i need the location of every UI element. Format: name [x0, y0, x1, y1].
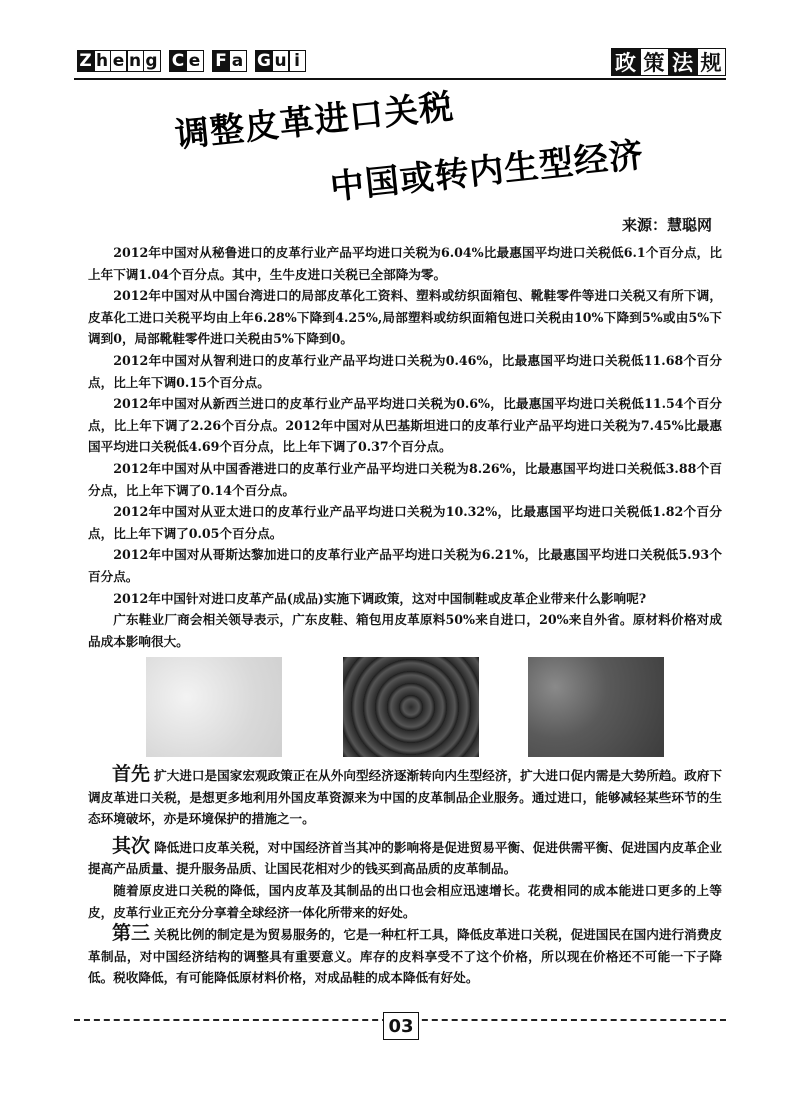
header-letter: Z: [77, 50, 95, 72]
header-word: [214, 50, 247, 72]
article-sections: [88, 764, 722, 989]
article-title-line1: 调整皮革进口关税: [173, 86, 456, 156]
section-lead: 其次: [112, 834, 151, 857]
page-number: 03: [383, 1012, 419, 1040]
header-rule: [74, 78, 726, 80]
header-letter: n: [126, 50, 144, 72]
section-second: [88, 836, 722, 880]
header-letter: i: [288, 50, 306, 72]
article-body: [88, 242, 722, 652]
header-char: 政: [611, 48, 641, 76]
paragraph: 2012年中国对从秘鲁进口的皮革行业产品平均进口关税为6.04%比最惠国平均进口关税低6.1个百分点，比上年下调1.04个百分点。其中，生牛皮进口关税已全部降为零。: [88, 245, 722, 282]
section-text: 随着原皮进口关税的降低，国内皮革及其制品的出口也会相应迅速增长。花费相同的成本能进口更多的上等皮，皮革行业正充分分享着全球经济一体化所带来的好处。: [88, 882, 722, 920]
header-letter: C: [169, 50, 187, 72]
article-source: 来源：慧聪网: [621, 216, 712, 234]
header-letter: e: [186, 50, 204, 72]
section-continued: [88, 880, 722, 923]
paragraph: 2012年中国对从新西兰进口的皮革行业产品平均进口关税为0.6%，比最惠国平均进口关税低11.54个百分点，比上年下调了2.26个百分点。2012年中国对从巴基斯坦进口的皮革行业产品平均进口关税为7.45%比最惠国平均进口关税低4.69个百分点，比上年下调了0.37个百分点。: [88, 396, 722, 455]
header-word: [78, 50, 161, 72]
header-letter: F: [212, 50, 230, 72]
column-label-latin: [78, 50, 316, 72]
header-word: [257, 50, 307, 72]
section-text: 扩大进口是国家宏观政策正在从外向型经济逐渐转向内生型经济，扩大进口促内需是大势所趋。政府下调皮革进口关税，是想更多地利用外国皮革资源来为中国的皮革制品企业服务。通过进口，能够减轻某些环节的生态环境破坏，亦是环境保护的措施之一。: [88, 768, 722, 827]
header-char: 规: [696, 48, 726, 76]
leather-texture-image-quilted: [343, 657, 479, 757]
header-char: 法: [668, 48, 698, 76]
section-text: 降低进口皮革关税，对中国经济首当其冲的影响将是促进贸易平衡、促进供需平衡、促进国内皮革企业提高产品质量、提升服务品质、让国民花相对少的钱买到高品质的皮革制品。: [88, 839, 722, 877]
section-lead: 首先: [112, 763, 151, 785]
paragraph: 2012年中国对从中国台湾进口的局部皮革化工资料、塑料或纺织面箱包、靴鞋零件等进口关税又有所下调，皮革化工进口关税平均由上年6.28%下降到4.25%,局部塑料或纺织面箱包进口关税由10%下降到5%或由5%下调到0，局部靴鞋零件进口关税由5%下降到0。: [88, 288, 722, 347]
paragraph: 2012年中国对从中国香港进口的皮革行业产品平均进口关税为8.26%，比最惠国平均进口关税低3.88个百分点，比上年下调了0.14个百分点。: [88, 460, 722, 498]
section-third: [88, 923, 722, 989]
section-lead: 第三: [112, 922, 151, 945]
article-title-line2: 中国或转内生型经济: [328, 135, 646, 208]
header-letter: e: [110, 50, 128, 72]
section-first: [88, 764, 722, 830]
paragraph: 2012年中国对从哥斯达黎加进口的皮革行业产品平均进口关税为6.21%，比最惠国平均进口关税低5.93个百分点。: [88, 547, 722, 584]
header-letter: g: [143, 50, 161, 72]
leather-texture-image-light: [146, 657, 282, 757]
header-letter: h: [93, 50, 111, 72]
header-letter: u: [272, 50, 290, 72]
leather-texture-image-ostrich: [528, 657, 664, 757]
header-letter: a: [229, 50, 247, 72]
section-text: 关税比例的制定是为贸易服务的，它是一种杠杆工具，降低皮革进口关税，促进国民在国内进行消费皮革制品，对中国经济结构的调整具有重要意义。库存的皮料享受不了这个价格，所以现在价格还不可能一下子降低。税收降低，有可能降低原材料价格，对成品鞋的成本降低有好处。: [88, 927, 722, 986]
header-letter: G: [255, 50, 273, 72]
header-char: 策: [639, 48, 669, 76]
paragraph: 广东鞋业厂商会相关领导表示，广东皮鞋、箱包用皮革原料50%来自进口，20%来自外省。原材料价格对成品成本影响很大。: [88, 612, 722, 649]
paragraph: 2012年中国针对进口皮革产品(成品)实施下调政策，这对中国制鞋或皮革企业带来什么影响呢?: [113, 590, 647, 606]
column-label-chinese: [612, 48, 726, 76]
header-word: [171, 50, 204, 72]
paragraph: 2012年中国对从智利进口的皮革行业产品平均进口关税为0.46%，比最惠国平均进口关税低11.68个百分点，比上年下调0.15个百分点。: [88, 352, 722, 390]
paragraph: 2012年中国对从亚太进口的皮革行业产品平均进口关税为10.32%，比最惠国平均进口关税低1.82个百分点，比上年下调了0.05个百分点。: [88, 504, 722, 541]
